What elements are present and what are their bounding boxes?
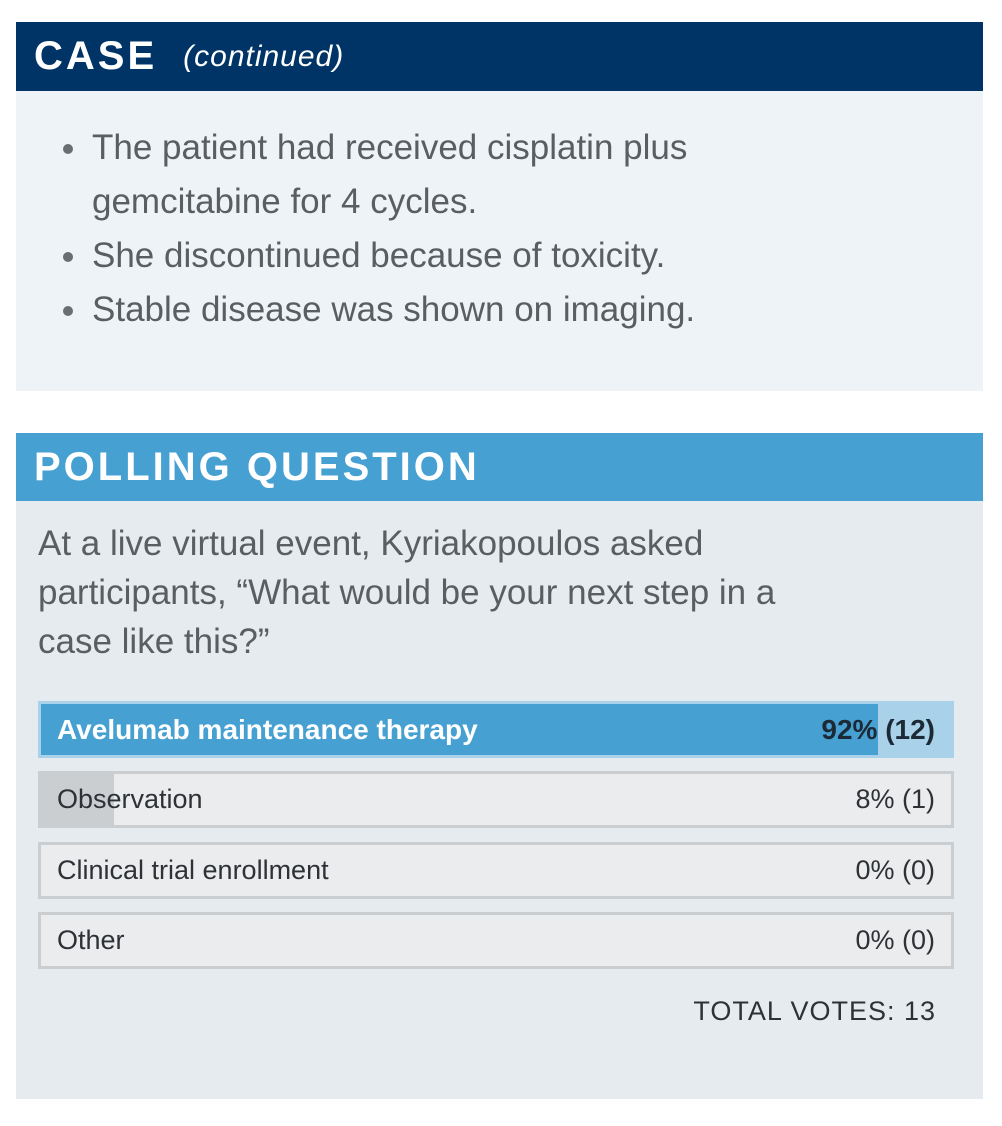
case-bullet-list	[60, 121, 983, 337]
case-subtitle: (continued)	[183, 39, 345, 73]
case-title: CASE	[34, 34, 158, 78]
poll-option-result: 0% (0)	[855, 925, 935, 955]
poll-option-label: Observation	[57, 784, 203, 814]
poll-option-observation	[38, 771, 954, 828]
total-votes: TOTAL VOTES: 13	[693, 996, 936, 1026]
case-bullet: The patient had received cisplatin plus gemcitabine for 4 cycles.	[60, 121, 812, 229]
poll-option-avelumab	[38, 701, 954, 758]
case-body	[16, 91, 983, 391]
poll-option-label: Clinical trial enrollment	[57, 855, 329, 885]
poll-body	[16, 501, 983, 1099]
poll-option-result: 92% (12)	[821, 714, 935, 745]
poll-option-result: 0% (0)	[855, 855, 935, 885]
poll-option-label: Other	[57, 925, 125, 955]
poll-header	[16, 433, 983, 501]
case-header	[16, 22, 983, 91]
case-bullet: She discontinued because of toxicity.	[60, 229, 812, 283]
poll-option-other	[38, 912, 954, 969]
case-bullet: Stable disease was shown on imaging.	[60, 283, 812, 337]
poll-option-clinical-trial	[38, 842, 954, 899]
poll-title: POLLING QUESTION	[34, 444, 480, 489]
poll-option-label: Avelumab maintenance therapy	[57, 714, 478, 745]
poll-option-result: 8% (1)	[855, 784, 935, 814]
poll-question: At a live virtual event, Kyriakopoulos asked participants, “What would be your next step in a case like this?”	[38, 524, 776, 661]
